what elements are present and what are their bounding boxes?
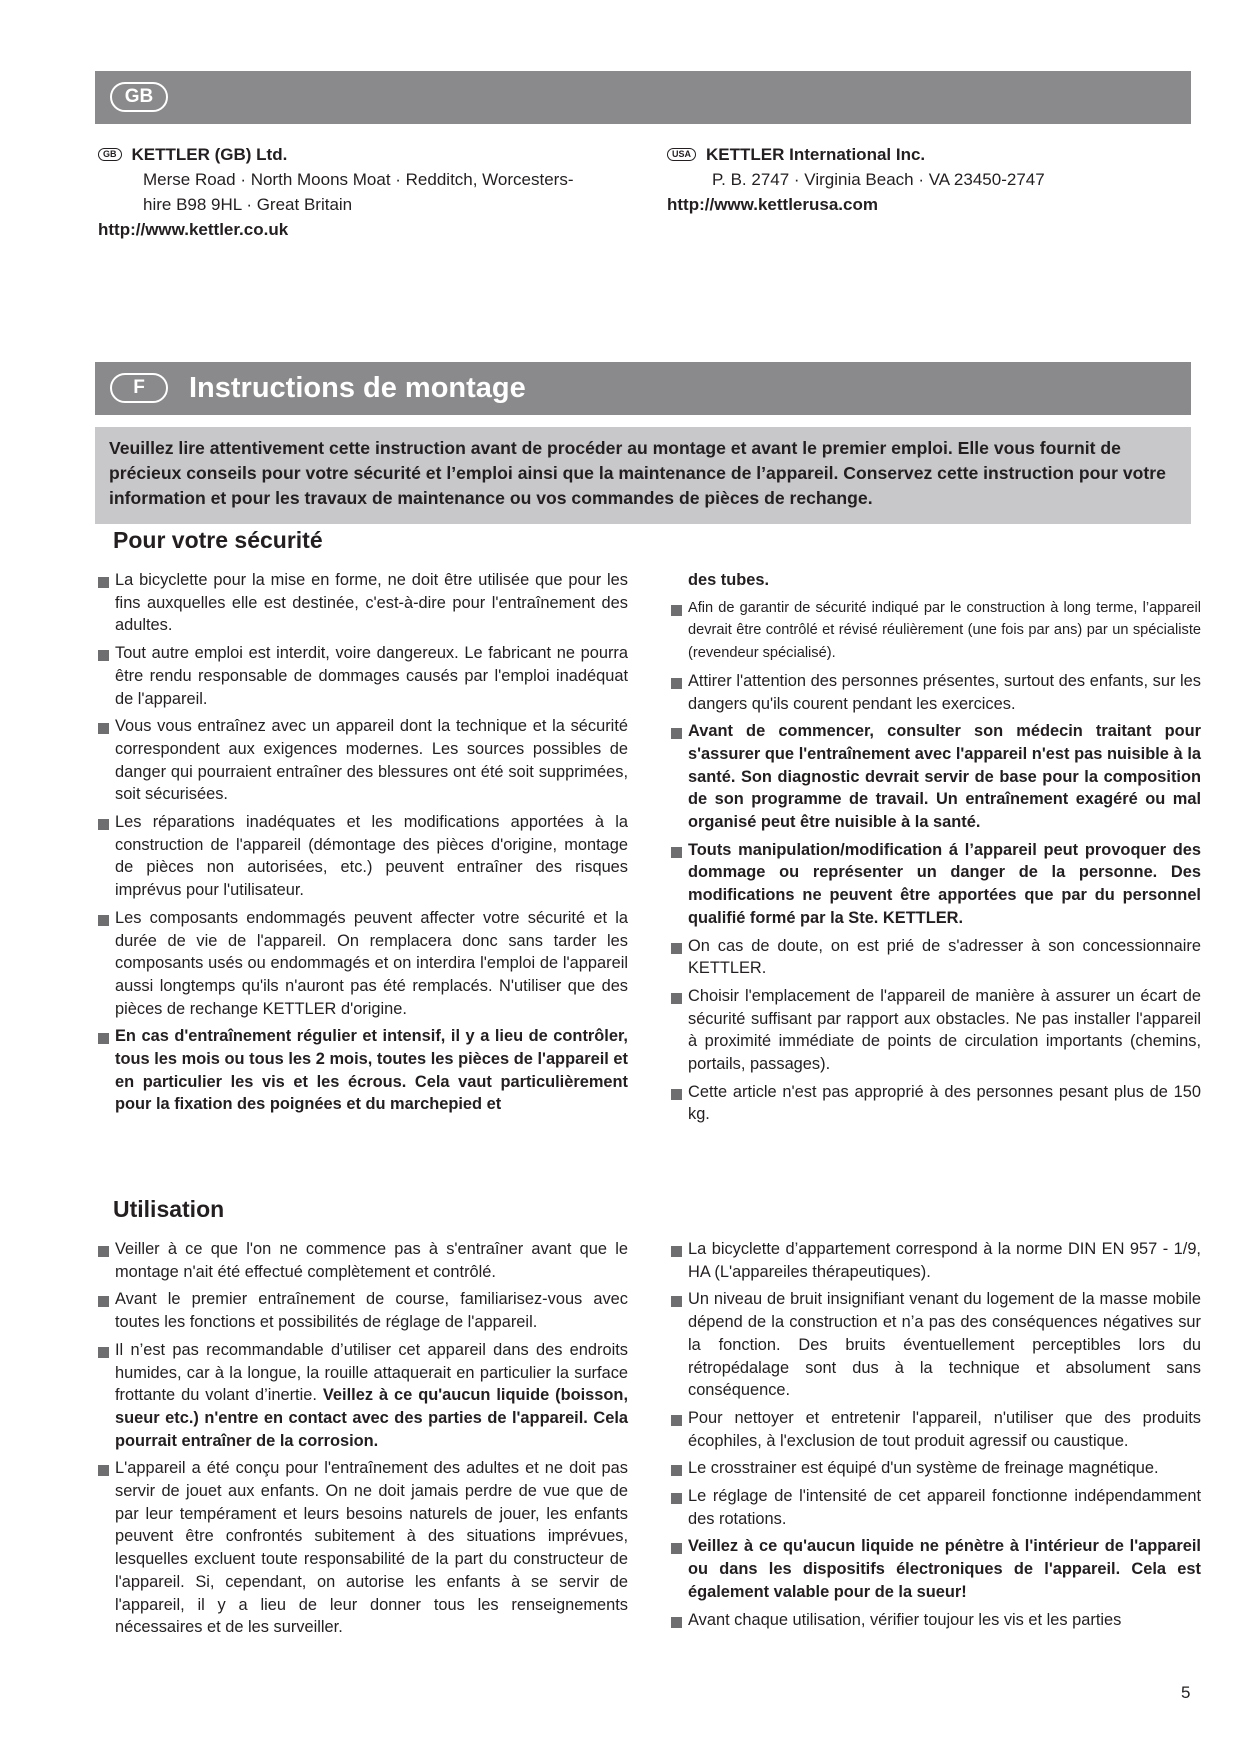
list-item [98,1339,628,1453]
securite-left-column [98,569,628,1121]
list-item: Cette article n'est pas approprié à des personnes pesant plus de 150 kg. [671,1081,1201,1126]
address-line-2-gb: hire B98 9HL · Great Britain [143,195,353,214]
intro-box: Veuillez lire attentivement cette instruction avant de procéder au montage et avant le premier emploi. Elle vous fournit de précieux conseils pour votre sécurité et l’emploi ainsi que la maintenance de l’appareil. Conservez cette instruction pour votre information et pour les travaux de maintenance ou vos commandes de pièces de rechange. [95,427,1191,524]
list-item: Le crosstrainer est équipé d'un système de freinage magnétique. [671,1457,1201,1480]
list-item: Veiller à ce que l'on ne commence pas à s'entraîner avant que le montage n'ait été effectué complètement et contrôlé. [98,1238,628,1283]
language-code-gb: GB [110,82,168,112]
section-title: Instructions de montage [189,372,526,404]
list-item: des tubes. [688,571,770,589]
list-item: L'appareil a été conçu pour l'entraînement des adultes et ne doit pas servir de jouet aux enfants. On ne doit jamais perdre de vue que de par leur tempérament et leurs besoins naturels de jouer, les enfants peuvent être confrontés subitement à des situations imprévues, lesquelles excluent toute responsabilité de la part du constructeur de l'appareil. Si, cependant, on autorise les enfants à se servir de l'appareil, il y a lieu de leur donner tous les renseignements nécessaires et de les surveiller. [98,1457,628,1639]
address-gb [98,142,618,242]
list-item-text: Il n’est pas recommandable d’utiliser cet appareil dans des endroits humides, car à la longue, la rouille attaquerait en particulier la surface frottante du volant d’inertie. [115,1340,628,1405]
list-item: Tout autre emploi est interdit, voire dangereux. Le fabricant ne pourra être rendu responsable de dommages causés par l'emploi inadéquat de l'appareil. [98,642,628,710]
list-item: En cas d'entraînement régulier et intensif, il y a lieu de contrôler, tous les mois ou tous les 2 mois, toutes les pièces de l'appareil et en particulier les vis et les écrous. Cela vaut particulièrement pour la fixation des poignées et du marchepied et [98,1025,628,1116]
list-item: Attirer l'attention des personnes présentes, surtout des enfants, sur les dangers qu'ils courent pendant les exercices. [671,670,1201,715]
language-bar-gb [95,71,1191,124]
list-item: La bicyclette pour la mise en forme, ne doit être utilisée que pour les fins auxquelles elle est destinée, c'est-à-dire pour l'entraînement des adultes. [98,569,628,637]
list-item: Pour nettoyer et entretenir l'appareil, n'utiliser que des produits écophiles, à l'exclusion de tout produit agressif ou caustique. [671,1407,1201,1452]
section-bar-f [95,362,1191,415]
list-item: Vous vous entraînez avec un appareil dont la technique et la sécurité correspondent aux exigences modernes. Les sources possibles de danger qui pourraient entraîner des blessures ont été soit supprimées, soit sécurisées. [98,715,628,806]
list-item: Avant le premier entraînement de course, familiarisez-vous avec toutes les fonctions et possibilités de réglage de l'appareil. [98,1288,628,1333]
list-item: Le réglage de l'intensité de cet appareil fonctionne indépendamment des rotations. [671,1485,1201,1530]
list-item-warning: Veillez à ce qu'aucun liquide (boisson, sueur etc.) n'entre en contact avec des parties de l'appareil. Cela pourrait entraîner de la corrosion. [115,1386,628,1450]
website-link-gb[interactable]: http://www.kettler.co.uk [98,220,289,239]
website-link-usa[interactable]: http://www.kettlerusa.com [667,195,878,214]
list-item: Veillez à ce qu'aucun liquide ne pénètre à l'intérieur de l'appareil ou dans les dispositifs électroniques de l'appareil. Cela est également valable pour de la sueur! [671,1535,1201,1603]
company-name-usa: KETTLER International Inc. [706,145,926,164]
language-code-f: F [110,373,168,403]
company-name-gb: KETTLER (GB) Ltd. [131,145,288,164]
utilisation-left-column [98,1238,628,1644]
list-item: Avant de commencer, consulter son médecin traitant pour s'assurer que l'entraînement avec l'appareil n'est pas nuisible à la santé. Son diagnostic devrait servir de base pour la composition de son programme de travail. Un entraînement exagéré ou mal organisé peut être nuisible à la santé. [671,720,1201,834]
address-usa [667,142,1187,217]
list-item: Avant chaque utilisation, vérifier toujour les vis et les parties [671,1609,1201,1632]
list-item: Les composants endommagés peuvent affecter votre sécurité et la durée de vie de l'appareil. On remplacera donc sans tarder les composants usés ou endommagés et on interdira l'emploi de l'appareil aussi longtemps qu'ils n'auront pas été remplacés. N'utiliser que des pièces de rechange KETTLER d'origine. [98,907,628,1021]
list-item: Touts manipulation/modification á l’appareil peut provoquer des dommage ou représenter un danger de la personne. Des modifications ne peuvent être apportées que par du personnel qualifié formé par la Ste. KETTLER. [671,839,1201,930]
address-line-1-gb: Merse Road · North Moons Moat · Redditch, Worcesters- [143,170,574,189]
securite-right-column [671,569,1201,1131]
list-item: Choisir l'emplacement de l'appareil de manière à assurer un écart de sécurité suffisant par rapport aux obstacles. Ne pas installer l'appareil à proximité immédiate de points de circulation importants (chemins, portails, passages). [671,985,1201,1076]
country-badge-gb: GB [98,148,122,161]
page-number: 5 [1181,1683,1191,1702]
list-item: On cas de doute, on est prié de s'adresser à son concessionnaire KETTLER. [671,935,1201,980]
list-item: La bicyclette d’appartement correspond à la norme DIN EN 957 - 1/9, HA (L'appareiles thérapeutiques). [671,1238,1201,1283]
list-item: Un niveau de bruit insignifiant venant du logement de la masse mobile dépend de la construction et n’a pas des conséquences négatives sur la fonction. Des bruits éventuellement perceptibles lors du rétropédalage sont dus à la technique et absolument sans conséquence. [671,1288,1201,1402]
list-item: Afin de garantir de sécurité indiqué par le construction à long terme, l’appareil devrait être contrôlé et révisé réulièrement (une fois par ans) par un spécialiste (revendeur spécialisé). [671,597,1201,665]
country-badge-usa: USA [667,148,696,161]
utilisation-right-column [671,1238,1201,1636]
address-line-1-usa: P. B. 2747 · Virginia Beach · VA 23450-2747 [712,170,1045,189]
list-item: Les réparations inadéquates et les modifications apportées à la construction de l'appareil (démontage des pièces d'origine, montage de pièces non autorisées, etc.) peuvent entraîner des risques imprévus pour l'utilisateur. [98,811,628,902]
heading-securite: Pour votre sécurité [113,527,323,553]
heading-utilisation: Utilisation [113,1196,225,1222]
